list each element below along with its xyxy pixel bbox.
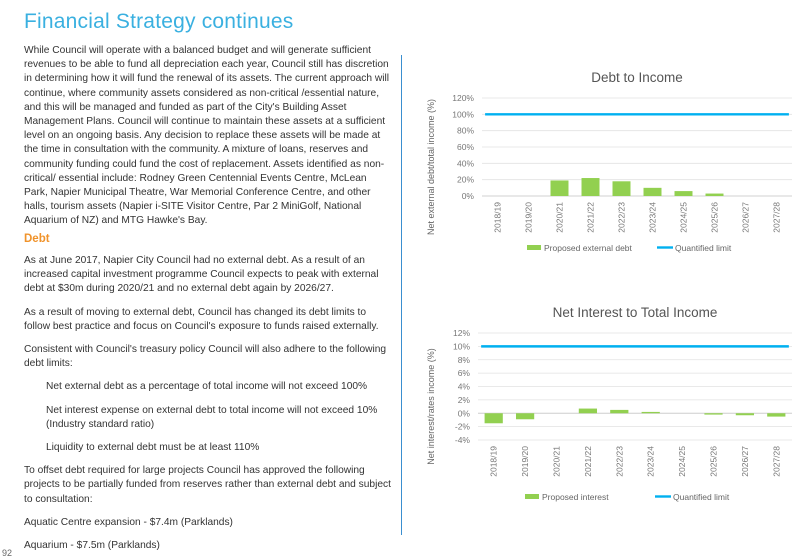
x-tick-label: 2027/28 — [771, 202, 782, 233]
bar — [736, 413, 754, 415]
y-tick-label: 20% — [456, 174, 474, 185]
legend-bar-swatch — [527, 245, 541, 250]
x-tick-label: 2021/22 — [582, 446, 593, 477]
x-tick-label: 2023/24 — [645, 446, 656, 477]
x-tick-label: 2027/28 — [771, 446, 782, 477]
y-tick-label: 60% — [456, 142, 474, 152]
x-tick-label: 2018/19 — [492, 202, 503, 233]
x-tick-label: 2019/20 — [523, 202, 534, 233]
debt-paragraph-2: As a result of moving to external debt, Council has changed its debt limits to follow best practice and focus on Council's exposure to funds raised externally. — [24, 306, 379, 332]
debt-limit-1: Net external debt as a percentage of total income will not exceed 100% — [46, 381, 368, 393]
y-tick-label: 10% — [452, 341, 470, 352]
column-divider — [401, 55, 402, 535]
y-tick-label: -4% — [454, 435, 470, 445]
y-axis-label: Net external debt/total income (%) — [426, 98, 436, 236]
debt-limit-2: Net interest expense on external debt to total income will not exceed 10% (Industry standard ratio) — [46, 404, 378, 430]
page-title: Financial Strategy continues — [24, 10, 294, 33]
bar — [579, 409, 597, 414]
legend-bar-swatch — [525, 494, 539, 499]
bar — [675, 191, 693, 196]
bar — [704, 413, 722, 414]
chart-title: Net Interest to Total Income — [552, 305, 718, 320]
net-interest-svg — [420, 297, 798, 512]
legend-bar-label: Proposed interest — [542, 492, 609, 502]
bar — [613, 181, 631, 196]
y-tick-label: 12% — [452, 328, 470, 338]
y-tick-label: 2% — [457, 394, 470, 405]
bar — [706, 194, 724, 196]
debt-paragraph-4: To offset debt required for large projects Council has approved the following projects to be partially funded from reserves rather than external debt and subject to consultation: — [24, 465, 391, 505]
bar — [644, 188, 662, 196]
bar — [767, 413, 785, 416]
x-tick-label: 2023/24 — [647, 202, 658, 233]
net-interest-chart — [420, 297, 798, 512]
x-tick-label: 2021/22 — [585, 202, 596, 233]
bar — [516, 413, 534, 419]
x-tick-label: 2026/27 — [740, 202, 751, 233]
x-tick-label: 2024/25 — [677, 446, 688, 477]
y-tick-label: 4% — [457, 381, 470, 392]
page-number: 92 — [2, 548, 13, 558]
x-tick-label: 2025/26 — [708, 446, 719, 477]
legend-line-label: Quantified limit — [675, 243, 732, 253]
debt-section — [24, 254, 392, 553]
chart-title: Debt to Income — [591, 70, 683, 85]
y-tick-label: 8% — [457, 354, 470, 365]
x-tick-label: 2025/26 — [709, 202, 720, 233]
y-tick-label: 100% — [452, 109, 474, 120]
debt-paragraph-3: Consistent with Council's treasury policy Council will also adhere to the following debt limits: — [24, 344, 387, 370]
y-tick-label: 6% — [457, 368, 470, 379]
debt-to-income-chart — [420, 62, 798, 262]
debt-to-income-svg — [420, 62, 798, 262]
y-axis-label: Net interest/rates income (%) — [426, 348, 436, 465]
intro-text: While Council will operate with a balanced budget and will generate sufficient revenues to be able to fund all depreciation each year, Council still has discretion in determining how it will fund the renewal of its assets. The current approach will continue, where community assets considered as non-critical /essential nature, and this will be managed and funded as part of the City's Building Asset Management Plans. Council will continue to maintain these assets at a sufficient level on an ongoing basis. Any decision to replace these assets will be made at the time in consultation with the community. A mixture of loans, reserves and community funding could fund the cost of replacement. Assets identified as non-critical/ essential include: Rodney Green Centennial Events Centre, McLean Park, Napier Municipal Theatre, War Memorial Conference Centre, and other halls, tourism assets (Napier i-SITE Visitor Centre, Par 2 MiniGolf, National Aquarium of NZ) and MTG Hawke's Bay. — [24, 45, 390, 227]
project-1: Aquatic Centre expansion - $7.4m (Parklands) — [24, 516, 233, 528]
debt-paragraph-1: As at June 2017, Napier City Council had no external debt. As a result of an increased capital investment programme Council expects to peak with external debt at $30m during 2020/21 and no external debt again by 2026/27. — [24, 255, 379, 295]
x-tick-label: 2022/23 — [614, 446, 625, 477]
y-tick-label: 80% — [456, 125, 474, 136]
x-tick-label: 2020/21 — [554, 202, 565, 233]
y-tick-label: 0% — [461, 191, 474, 201]
legend-line-label: Quantified limit — [673, 492, 730, 502]
x-tick-label: 2018/19 — [488, 446, 499, 477]
y-tick-label: 0% — [457, 408, 470, 419]
y-tick-label: 40% — [456, 158, 474, 169]
bar — [582, 178, 600, 196]
bar — [485, 413, 503, 423]
intro-paragraph — [24, 44, 392, 229]
x-tick-label: 2022/23 — [616, 202, 627, 233]
y-tick-label: -2% — [454, 421, 470, 432]
bar — [642, 412, 660, 413]
debt-limit-3: Liquidity to external debt must be at least 110% — [46, 442, 260, 454]
bar — [610, 410, 628, 413]
y-tick-label: 120% — [452, 93, 474, 103]
x-tick-label: 2019/20 — [520, 446, 531, 477]
x-tick-label: 2024/25 — [678, 202, 689, 233]
legend-bar-label: Proposed external debt — [544, 243, 632, 253]
bar — [551, 180, 569, 196]
x-tick-label: 2026/27 — [739, 446, 750, 477]
project-2: Aquarium - $7.5m (Parklands) — [24, 540, 160, 552]
debt-heading: Debt — [24, 233, 50, 245]
x-tick-label: 2020/21 — [551, 446, 562, 477]
